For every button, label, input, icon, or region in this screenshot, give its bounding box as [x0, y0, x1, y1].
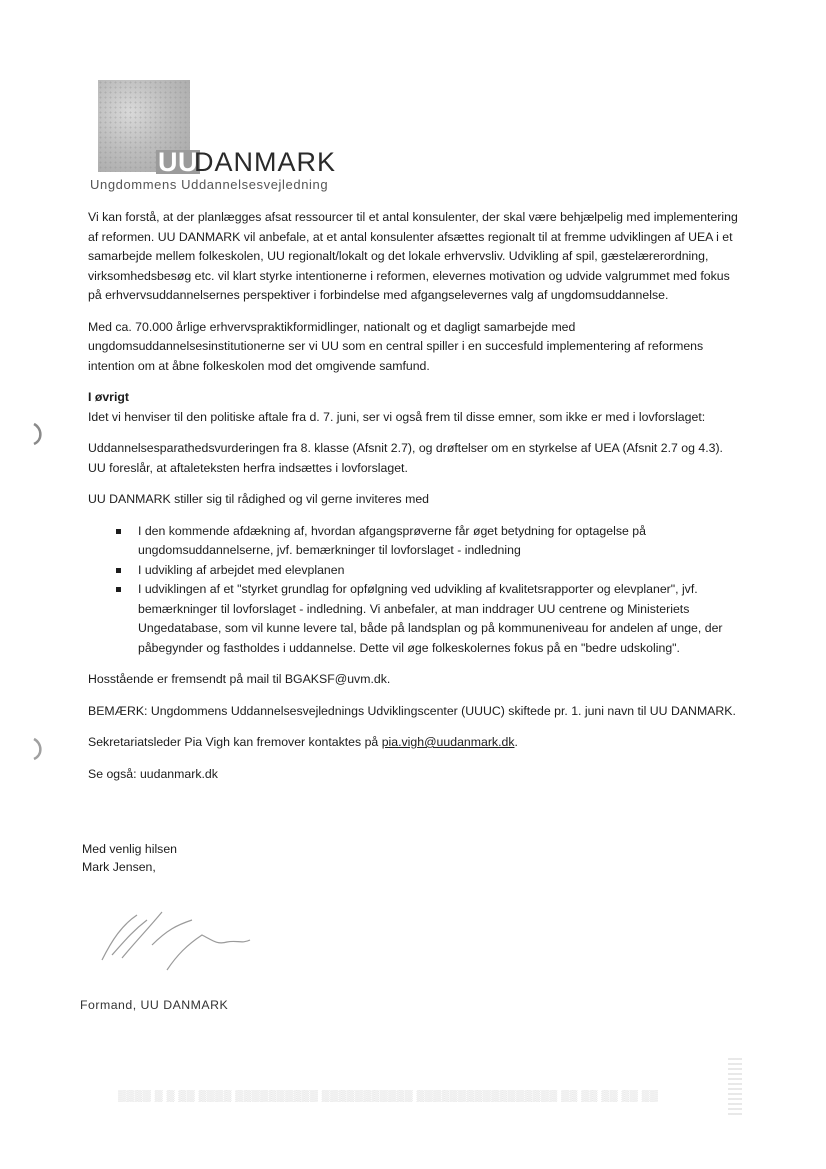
- logo-danmark-text: DANMARK: [194, 147, 337, 177]
- list-item: [88, 561, 738, 581]
- paragraph-sent-by-mail: Hosstående er fremsendt på mail til BGAKSF@uvm.dk.: [88, 672, 391, 686]
- scan-side-mark: [728, 1058, 742, 1118]
- closing-block: [82, 840, 177, 876]
- paragraph-see-also: Se også: uudanmark.dk: [88, 766, 218, 781]
- paragraph-consultants: Vi kan forstå, at der planlægges afsat ressourcer til et antal konsulenter, der skal være behjælpelig med implementering af reformen. UU DANMARK vil anbefale, at et antal konsulenter afsættes regionalt til at fremme udviklingen af UEA i et samarbejde mellem folkeskolen, UU regionalt/lokalt og det lokale erhvervsliv. Udvikling af spil, gæstelærerordning, virksomhedsbesøg etc. vil klart styrke intentionerne i reformen, elevernes motivation og udvide valgrummet med fokus på erhvervsuddannelsernes perspektiver i forbindelse med afgangselevernes valg af ungdomsuddannelse.: [88, 210, 738, 302]
- paragraph-readiness-assessment: Uddannelsesparathedsvurderingen fra 8. klasse (Afsnit 2.7), og drøftelser om en styrkelse af UEA (Afsnit 2.7 og 4.3). UU foreslår, at aftaleteksten herfra indsættes i lovforslaget.: [88, 441, 723, 475]
- faded-footer-address: ▒▒▒▒ ▒ ▒ ▒▒ ▒▒▒▒ ▒▒▒▒▒▒▒▒▒▒ ▒▒▒▒▒▒▒▒▒▒▒ ▒▒▒▒▒▒▒▒▒▒▒▒▒▒▒▒▒ ▒▒ ▒▒ ▒▒ ▒▒ ▒▒: [118, 1090, 659, 1102]
- signer-name: Mark Jensen,: [82, 860, 156, 874]
- contact-text-end: .: [514, 735, 518, 749]
- punch-hole-mark: [28, 737, 46, 761]
- list-item: [88, 580, 738, 658]
- list-item-text: I den kommende afdækning af, hvordan afgangsprøverne får øget betydning for optagelse på ungdomsuddannelserne, jvf. bemærkninger til lovforslaget - indledning: [138, 523, 646, 557]
- closing-greeting: Med venlig hilsen: [82, 842, 178, 856]
- letter-body: [88, 208, 738, 796]
- bullet-icon: [116, 529, 121, 534]
- list-item-text: I udviklingen af et "styrket grundlag for opfølgning ved udvikling af kvalitetsrapporter og elevplaner", jvf. bemærkninger til lovforslaget - indledning. Vi anbefaler, at man inddrager UU centrene og Ministeriets Ungedatabase, som vil kunne levere tal, både på landsplan og på kommuneniveau for andelen af unge, der påbegynder og fastholdes i uddannelse. Dette vil øge folkeskolernes fokus på en "bedre udskoling".: [138, 582, 723, 655]
- bullet-icon: [116, 587, 121, 592]
- paragraph-political-agreement: Idet vi henviser til den politiske aftale fra d. 7. juni, ser vi også frem til disse emner, som ikke er med i lovforslaget:: [88, 409, 706, 424]
- contact-email-link[interactable]: pia.vigh@uudanmark.dk: [381, 735, 515, 749]
- logo-tagline: Ungdommens Uddannelsesvejledning: [90, 177, 329, 192]
- paragraph-contact: [88, 733, 738, 753]
- paragraph-name-change-notice: BEMÆRK: Ungdommens Uddannelsesvejlednings Udviklingscenter (UUUC) skiftede pr. 1. juni navn til UU DANMARK.: [88, 703, 736, 718]
- handwritten-signature: [92, 900, 262, 980]
- uu-danmark-logo: [88, 80, 338, 195]
- section-heading-ovrigt: I øvrigt: [88, 390, 129, 404]
- list-item-text: I udvikling af arbejdet med elevplanen: [138, 562, 345, 577]
- contact-text: Sekretariatsleder Pia Vigh kan fremover kontaktes på: [88, 735, 382, 749]
- paragraph-availability: UU DANMARK stiller sig til rådighed og vil gerne inviteres med: [88, 492, 430, 506]
- signer-title: Formand, UU DANMARK: [80, 998, 229, 1012]
- list-item: [88, 522, 738, 561]
- bullet-icon: [116, 568, 121, 573]
- logo-uu-text: UU: [158, 147, 198, 177]
- invitation-list: [88, 522, 738, 659]
- punch-hole-mark: [28, 422, 46, 446]
- paragraph-internships: Med ca. 70.000 årlige erhvervspraktikformidlinger, nationalt og et dagligt samarbejde med ungdomsuddannelsesinstitutionerne ser vi UU som en central spiller i en succesfuld implementering af reformens intention om at åbne folkeskolen mod det omgivende samfund.: [88, 319, 704, 373]
